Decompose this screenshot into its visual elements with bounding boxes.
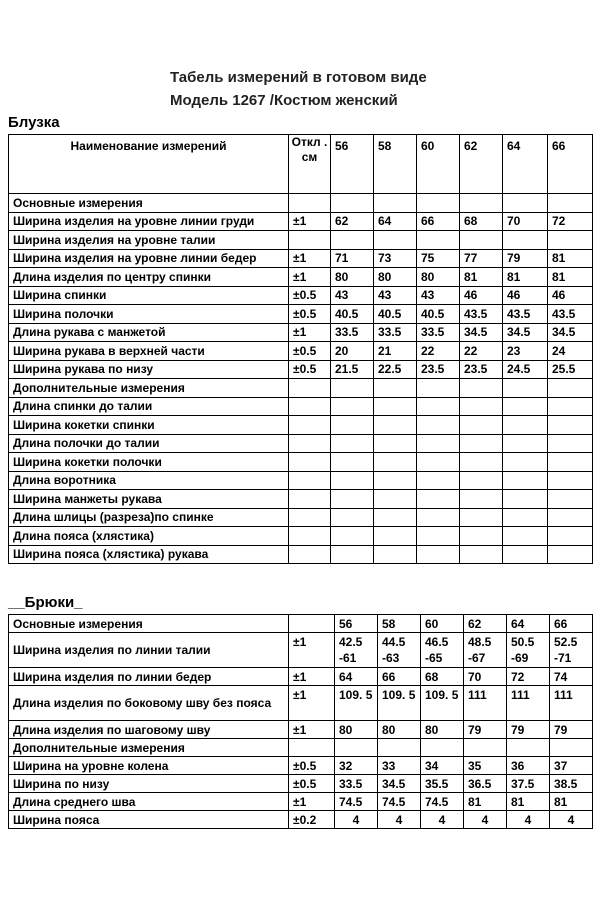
table-row (9, 793, 593, 811)
size-value-cell: 42.5 -61 (335, 633, 378, 668)
size-value-cell: 40.5 (331, 305, 374, 324)
size-value-cell: 43.5 (503, 305, 548, 324)
size-value-cell (378, 739, 421, 757)
size-value-cell: 22.5 (374, 360, 417, 379)
blouse-header-size: 64 (503, 135, 548, 194)
title-line-2: Модель 1267 /Костюм женский (170, 92, 398, 109)
size-value-cell: 70 (464, 668, 507, 686)
size-value-cell: 111 (464, 686, 507, 721)
size-value-cell: 46.5 -65 (421, 633, 464, 668)
tolerance-cell (289, 379, 331, 398)
tolerance-cell (289, 545, 331, 564)
tolerance-cell: ±1 (289, 212, 331, 231)
size-value-cell (548, 397, 593, 416)
size-value-cell (460, 434, 503, 453)
measurement-name: Ширина пояса (9, 811, 289, 829)
size-value-cell (421, 739, 464, 757)
size-value-cell: 81 (503, 268, 548, 287)
size-value-cell: 68 (460, 212, 503, 231)
size-value-cell: 37.5 (507, 775, 550, 793)
size-value-cell: 43.5 (460, 305, 503, 324)
size-value-cell: 24 (548, 342, 593, 361)
size-value-cell (548, 545, 593, 564)
size-value-cell (550, 739, 593, 757)
size-value-cell (548, 194, 593, 213)
size-value-cell: 74.5 (335, 793, 378, 811)
size-value-cell (331, 508, 374, 527)
size-value-cell (374, 379, 417, 398)
size-value-cell: 81 (464, 793, 507, 811)
size-value-cell (417, 416, 460, 435)
tolerance-cell: ±1 (289, 793, 335, 811)
size-value-cell: 43.5 (548, 305, 593, 324)
size-value-cell: 25.5 (548, 360, 593, 379)
blouse-table (8, 134, 593, 564)
size-value-cell: 111 (507, 686, 550, 721)
document-title (170, 66, 427, 112)
size-value-cell (460, 508, 503, 527)
size-value-cell: 68 (421, 668, 464, 686)
tolerance-cell: ±1 (289, 323, 331, 342)
size-value-cell (460, 545, 503, 564)
size-value-cell (503, 434, 548, 453)
size-value-cell: 21.5 (331, 360, 374, 379)
size-value-cell (548, 434, 593, 453)
size-value-cell: 64 (374, 212, 417, 231)
blouse-label: Блузка (8, 114, 60, 131)
trousers-label: __Брюки_ (8, 594, 83, 611)
size-value-cell: 46 (503, 286, 548, 305)
size-value-cell (374, 508, 417, 527)
size-value-cell (331, 194, 374, 213)
size-value-cell: 35 (464, 757, 507, 775)
tolerance-cell: ±1 (289, 668, 335, 686)
table-row (9, 527, 593, 546)
measurement-name: Ширина изделия на уровне линии бедер (9, 249, 289, 268)
trousers-header-name: Основные измерения (9, 615, 289, 633)
trousers-header-size: 58 (378, 615, 421, 633)
size-value-cell (331, 527, 374, 546)
size-value-cell (548, 379, 593, 398)
table-row (9, 416, 593, 435)
measurement-name: Ширина по низу (9, 775, 289, 793)
size-value-cell: 74 (550, 668, 593, 686)
size-value-cell: 52.5 -71 (550, 633, 593, 668)
size-value-cell (374, 416, 417, 435)
size-value-cell (503, 379, 548, 398)
size-value-cell: 71 (331, 249, 374, 268)
trousers-header-row (9, 615, 593, 633)
size-value-cell (460, 194, 503, 213)
size-value-cell (374, 545, 417, 564)
table-row (9, 508, 593, 527)
size-value-cell (417, 471, 460, 490)
measurement-name: Дополнительные измерения (9, 379, 289, 398)
size-value-cell (503, 490, 548, 509)
size-value-cell: 81 (507, 793, 550, 811)
size-value-cell: 20 (331, 342, 374, 361)
table-row (9, 397, 593, 416)
measurement-name: Ширина кокетки спинки (9, 416, 289, 435)
tolerance-cell: ±0.5 (289, 360, 331, 379)
blouse-header-size: 58 (374, 135, 417, 194)
size-value-cell: 46 (460, 286, 503, 305)
tolerance-cell: ±0.5 (289, 775, 335, 793)
measurement-name: Ширина кокетки полочки (9, 453, 289, 472)
measurement-name: Ширина изделия на уровне талии (9, 231, 289, 250)
measurement-name: Длина шлицы (разреза)по спинке (9, 508, 289, 527)
size-value-cell (460, 453, 503, 472)
size-value-cell (331, 490, 374, 509)
size-value-cell (548, 416, 593, 435)
size-value-cell (331, 453, 374, 472)
size-value-cell: 80 (374, 268, 417, 287)
size-value-cell: 81 (460, 268, 503, 287)
size-value-cell: 79 (464, 721, 507, 739)
measurement-name: Основные измерения (9, 194, 289, 213)
tolerance-cell: ±1 (289, 633, 335, 668)
blouse-header-size: 56 (331, 135, 374, 194)
size-value-cell: 35.5 (421, 775, 464, 793)
size-value-cell: 66 (417, 212, 460, 231)
size-value-cell (460, 490, 503, 509)
size-value-cell: 79 (550, 721, 593, 739)
tolerance-cell (289, 416, 331, 435)
tolerance-cell (289, 194, 331, 213)
table-row (9, 323, 593, 342)
tolerance-cell (289, 508, 331, 527)
measurement-name: Длина пояса (хлястика) (9, 527, 289, 546)
table-row (9, 811, 593, 829)
table-row (9, 268, 593, 287)
size-value-cell: 75 (417, 249, 460, 268)
size-value-cell (503, 397, 548, 416)
trousers-table-body (9, 633, 593, 829)
trousers-table (8, 614, 593, 829)
tolerance-cell (289, 397, 331, 416)
size-value-cell: 4 (421, 811, 464, 829)
size-value-cell (417, 508, 460, 527)
size-value-cell (507, 739, 550, 757)
size-value-cell (331, 434, 374, 453)
size-value-cell: 43 (331, 286, 374, 305)
table-row (9, 231, 593, 250)
size-value-cell: 109. 5 (378, 686, 421, 721)
trousers-header-tolerance (289, 615, 335, 633)
tolerance-cell: ±1 (289, 249, 331, 268)
size-value-cell: 4 (464, 811, 507, 829)
blouse-header-size: 60 (417, 135, 460, 194)
size-value-cell: 34.5 (503, 323, 548, 342)
size-value-cell: 80 (421, 721, 464, 739)
measurement-name: Ширина изделия по линии талии (9, 633, 289, 668)
table-row (9, 194, 593, 213)
table-row (9, 434, 593, 453)
table-row (9, 342, 593, 361)
size-value-cell: 24.5 (503, 360, 548, 379)
measurement-name: Ширина манжеты рукава (9, 490, 289, 509)
table-row (9, 721, 593, 739)
size-value-cell (331, 379, 374, 398)
size-value-cell (503, 453, 548, 472)
size-value-cell (548, 490, 593, 509)
measurement-name: Ширина полочки (9, 305, 289, 324)
blouse-header-tolerance: Откл . см (289, 135, 331, 194)
size-value-cell (548, 453, 593, 472)
trousers-header-size: 62 (464, 615, 507, 633)
size-value-cell (331, 471, 374, 490)
size-value-cell (460, 397, 503, 416)
table-row (9, 453, 593, 472)
table-row (9, 471, 593, 490)
size-value-cell (417, 379, 460, 398)
measurement-name: Ширина рукава по низу (9, 360, 289, 379)
size-value-cell (335, 739, 378, 757)
size-value-cell (374, 527, 417, 546)
table-row (9, 212, 593, 231)
size-value-cell: 33 (378, 757, 421, 775)
size-value-cell: 77 (460, 249, 503, 268)
table-row (9, 360, 593, 379)
measurement-name: Ширина пояса (хлястика) рукава (9, 545, 289, 564)
size-value-cell: 74.5 (421, 793, 464, 811)
trousers-header-size: 60 (421, 615, 464, 633)
size-value-cell (374, 490, 417, 509)
measurement-name: Длина изделия по шаговому шву (9, 721, 289, 739)
measurement-name: Дополнительные измерения (9, 739, 289, 757)
measurement-name: Длина воротника (9, 471, 289, 490)
table-row (9, 775, 593, 793)
size-value-cell (331, 397, 374, 416)
size-value-cell: 66 (378, 668, 421, 686)
size-value-cell (331, 231, 374, 250)
tolerance-cell: ±1 (289, 686, 335, 721)
size-value-cell: 34.5 (548, 323, 593, 342)
size-value-cell (464, 739, 507, 757)
trousers-header-size: 56 (335, 615, 378, 633)
size-value-cell: 40.5 (374, 305, 417, 324)
size-value-cell (374, 453, 417, 472)
size-value-cell: 21 (374, 342, 417, 361)
size-value-cell: 23.5 (417, 360, 460, 379)
size-value-cell (503, 471, 548, 490)
size-value-cell (374, 397, 417, 416)
tolerance-cell: ±0.5 (289, 286, 331, 305)
size-value-cell: 33.5 (331, 323, 374, 342)
measurement-name: Ширина на уровне колена (9, 757, 289, 775)
size-value-cell: 22 (460, 342, 503, 361)
size-value-cell: 38.5 (550, 775, 593, 793)
size-value-cell: 70 (503, 212, 548, 231)
size-value-cell (460, 471, 503, 490)
title-line-1: Табель измерений в готовом виде (170, 69, 427, 86)
size-value-cell (503, 231, 548, 250)
measurement-name: Ширина изделия на уровне линии груди (9, 212, 289, 231)
table-row (9, 668, 593, 686)
measurement-name: Ширина спинки (9, 286, 289, 305)
size-value-cell: 62 (331, 212, 374, 231)
size-value-cell (503, 508, 548, 527)
size-value-cell: 4 (378, 811, 421, 829)
size-value-cell (417, 434, 460, 453)
size-value-cell (503, 194, 548, 213)
size-value-cell: 80 (417, 268, 460, 287)
size-value-cell: 81 (548, 249, 593, 268)
size-value-cell: 46 (548, 286, 593, 305)
size-value-cell (417, 231, 460, 250)
size-value-cell (548, 231, 593, 250)
size-value-cell (417, 545, 460, 564)
size-value-cell (417, 453, 460, 472)
tolerance-cell (289, 471, 331, 490)
table-row (9, 633, 593, 668)
size-value-cell (548, 471, 593, 490)
size-value-cell (460, 231, 503, 250)
size-value-cell (331, 416, 374, 435)
size-value-cell (374, 471, 417, 490)
size-value-cell: 32 (335, 757, 378, 775)
tolerance-cell (289, 739, 335, 757)
table-row (9, 305, 593, 324)
size-value-cell (417, 527, 460, 546)
size-value-cell (548, 508, 593, 527)
size-value-cell: 33.5 (374, 323, 417, 342)
blouse-header-size: 62 (460, 135, 503, 194)
size-value-cell: 80 (378, 721, 421, 739)
size-value-cell (374, 194, 417, 213)
measurement-name: Длина изделия по центру спинки (9, 268, 289, 287)
tolerance-cell (289, 453, 331, 472)
blouse-header-row (9, 135, 593, 194)
tolerance-cell: ±1 (289, 721, 335, 739)
measurement-name: Ширина рукава в верхней части (9, 342, 289, 361)
tolerance-cell: ±1 (289, 268, 331, 287)
size-value-cell (460, 416, 503, 435)
size-value-cell (374, 434, 417, 453)
size-value-cell: 33.5 (417, 323, 460, 342)
size-value-cell: 80 (331, 268, 374, 287)
size-value-cell (417, 397, 460, 416)
size-value-cell (460, 527, 503, 546)
size-value-cell: 22 (417, 342, 460, 361)
table-row (9, 379, 593, 398)
tolerance-cell (289, 434, 331, 453)
size-value-cell: 43 (417, 286, 460, 305)
size-value-cell (417, 490, 460, 509)
size-value-cell (374, 231, 417, 250)
blouse-header-name: Наименование измерений (9, 135, 289, 194)
size-value-cell: 4 (335, 811, 378, 829)
size-value-cell (503, 545, 548, 564)
size-value-cell: 44.5 -63 (378, 633, 421, 668)
table-row (9, 757, 593, 775)
size-value-cell: 40.5 (417, 305, 460, 324)
size-value-cell: 36.5 (464, 775, 507, 793)
table-row (9, 249, 593, 268)
table-row (9, 545, 593, 564)
trousers-header-size: 64 (507, 615, 550, 633)
table-row (9, 286, 593, 305)
size-value-cell: 81 (550, 793, 593, 811)
tolerance-cell: ±0.2 (289, 811, 335, 829)
size-value-cell: 109. 5 (335, 686, 378, 721)
size-value-cell: 80 (335, 721, 378, 739)
size-value-cell: 48.5 -67 (464, 633, 507, 668)
size-value-cell: 111 (550, 686, 593, 721)
size-value-cell: 50.5 -69 (507, 633, 550, 668)
trousers-header-size: 66 (550, 615, 593, 633)
measurement-name: Длина полочки до талии (9, 434, 289, 453)
size-value-cell: 34.5 (378, 775, 421, 793)
size-value-cell: 33.5 (335, 775, 378, 793)
measurement-name: Ширина изделия по линии бедер (9, 668, 289, 686)
size-value-cell (503, 416, 548, 435)
size-value-cell: 34 (421, 757, 464, 775)
measurement-name: Длина изделия по боковому шву без пояса (9, 686, 289, 721)
size-value-cell (417, 194, 460, 213)
table-row (9, 686, 593, 721)
size-value-cell: 37 (550, 757, 593, 775)
size-value-cell: 23.5 (460, 360, 503, 379)
measurement-name: Длина спинки до талии (9, 397, 289, 416)
blouse-header-size: 66 (548, 135, 593, 194)
size-value-cell: 79 (507, 721, 550, 739)
measurement-name: Длина рукава с манжетой (9, 323, 289, 342)
size-value-cell: 36 (507, 757, 550, 775)
tolerance-cell (289, 490, 331, 509)
table-row (9, 739, 593, 757)
tolerance-cell: ±0.5 (289, 305, 331, 324)
size-value-cell (503, 527, 548, 546)
tolerance-cell (289, 527, 331, 546)
size-value-cell: 64 (335, 668, 378, 686)
size-value-cell: 34.5 (460, 323, 503, 342)
tolerance-cell (289, 231, 331, 250)
size-value-cell (331, 545, 374, 564)
size-value-cell: 73 (374, 249, 417, 268)
blouse-table-body (9, 194, 593, 564)
size-value-cell: 81 (548, 268, 593, 287)
size-value-cell: 23 (503, 342, 548, 361)
size-value-cell (548, 527, 593, 546)
size-value-cell: 74.5 (378, 793, 421, 811)
size-value-cell: 43 (374, 286, 417, 305)
size-value-cell: 72 (548, 212, 593, 231)
tolerance-cell: ±0.5 (289, 757, 335, 775)
tolerance-cell: ±0.5 (289, 342, 331, 361)
size-value-cell: 79 (503, 249, 548, 268)
size-value-cell (460, 379, 503, 398)
size-value-cell: 4 (507, 811, 550, 829)
size-value-cell: 72 (507, 668, 550, 686)
size-value-cell: 4 (550, 811, 593, 829)
size-value-cell: 109. 5 (421, 686, 464, 721)
measurement-name: Длина среднего шва (9, 793, 289, 811)
table-row (9, 490, 593, 509)
